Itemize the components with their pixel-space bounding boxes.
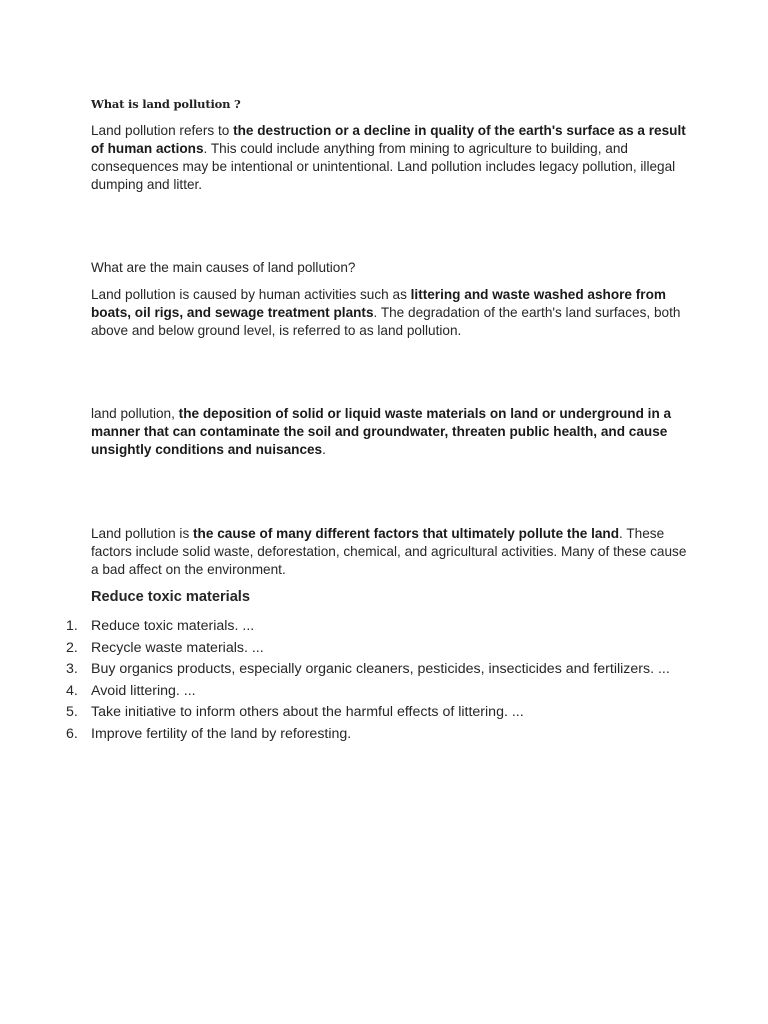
- list-item: [0, 660, 700, 679]
- list-item-text: Take initiative to inform others about the harmful effects of littering. ...: [91, 704, 524, 720]
- paragraph-text: Land pollution refers to: [91, 123, 234, 138]
- section-heading-reduce-toxic-materials: Reduce toxic materials: [91, 589, 250, 605]
- paragraph-bold-text: the cause of many different factors that ultimately pollute the land: [193, 526, 620, 541]
- paragraph-text: . The degradation of the earth's land surfaces, both above and below ground level, is referred to as land pollution.: [91, 305, 681, 338]
- list-item: [0, 639, 700, 658]
- paragraph-text: Land pollution is caused by human activities such as: [91, 287, 411, 302]
- paragraph-causes: [91, 286, 691, 340]
- question-heading-main-causes: What are the main causes of land pollution?: [91, 260, 356, 275]
- list-item: [0, 703, 700, 722]
- list-item-number: 5.: [66, 704, 78, 720]
- paragraph-bold-text: the deposition of solid or liquid waste materials on land or underground in a manner that can contaminate the soil and groundwater, threaten public health, and cause unsightly conditions and nuisances: [91, 406, 672, 457]
- list-item-number: 4.: [66, 682, 78, 699]
- list-item: [0, 682, 700, 701]
- paragraph-bold-text: the destruction or a decline in quality of the earth's surface as a result of human actions: [91, 123, 686, 156]
- list-item: [0, 725, 700, 744]
- paragraph-factors: [91, 525, 691, 579]
- question-heading-what-is-land-pollution: What is land pollution ?: [91, 97, 241, 111]
- list-item-text: Reduce toxic materials. ...: [91, 618, 255, 634]
- paragraph-text: .: [322, 442, 326, 457]
- paragraph-deposition: [91, 405, 691, 459]
- list-item-number: 3.: [66, 661, 78, 677]
- paragraph-text: . This could include anything from mining to agriculture to building, and consequences may be intentional or unintentional. Land pollution includes legacy pollution, illegal dumping and litter.: [91, 141, 676, 192]
- list-item-text: Recycle waste materials. ...: [91, 639, 264, 656]
- paragraph-definition: [91, 122, 691, 194]
- paragraph-bold-text: littering and waste washed ashore from boats, oil rigs, and sewage treatment plants: [91, 287, 666, 320]
- list-item-text: Buy organics products, especially organic cleaners, pesticides, insecticides and fertilizers. ...: [91, 661, 670, 677]
- list-item-number: 1.: [66, 618, 78, 634]
- paragraph-text: . These factors include solid waste, deforestation, chemical, and agricultural activities. Many of these cause a bad affect on the environment.: [91, 526, 687, 577]
- paragraph-text: land pollution,: [91, 406, 179, 421]
- list-item-text: Improve fertility of the land by reforesting.: [91, 725, 352, 742]
- list-item-number: 2.: [66, 639, 78, 656]
- list-item: [0, 617, 700, 636]
- paragraph-text: Land pollution is: [91, 526, 194, 541]
- list-item-text: Avoid littering. ...: [91, 682, 196, 699]
- prevention-list: [0, 617, 700, 746]
- list-item-number: 6.: [66, 725, 78, 742]
